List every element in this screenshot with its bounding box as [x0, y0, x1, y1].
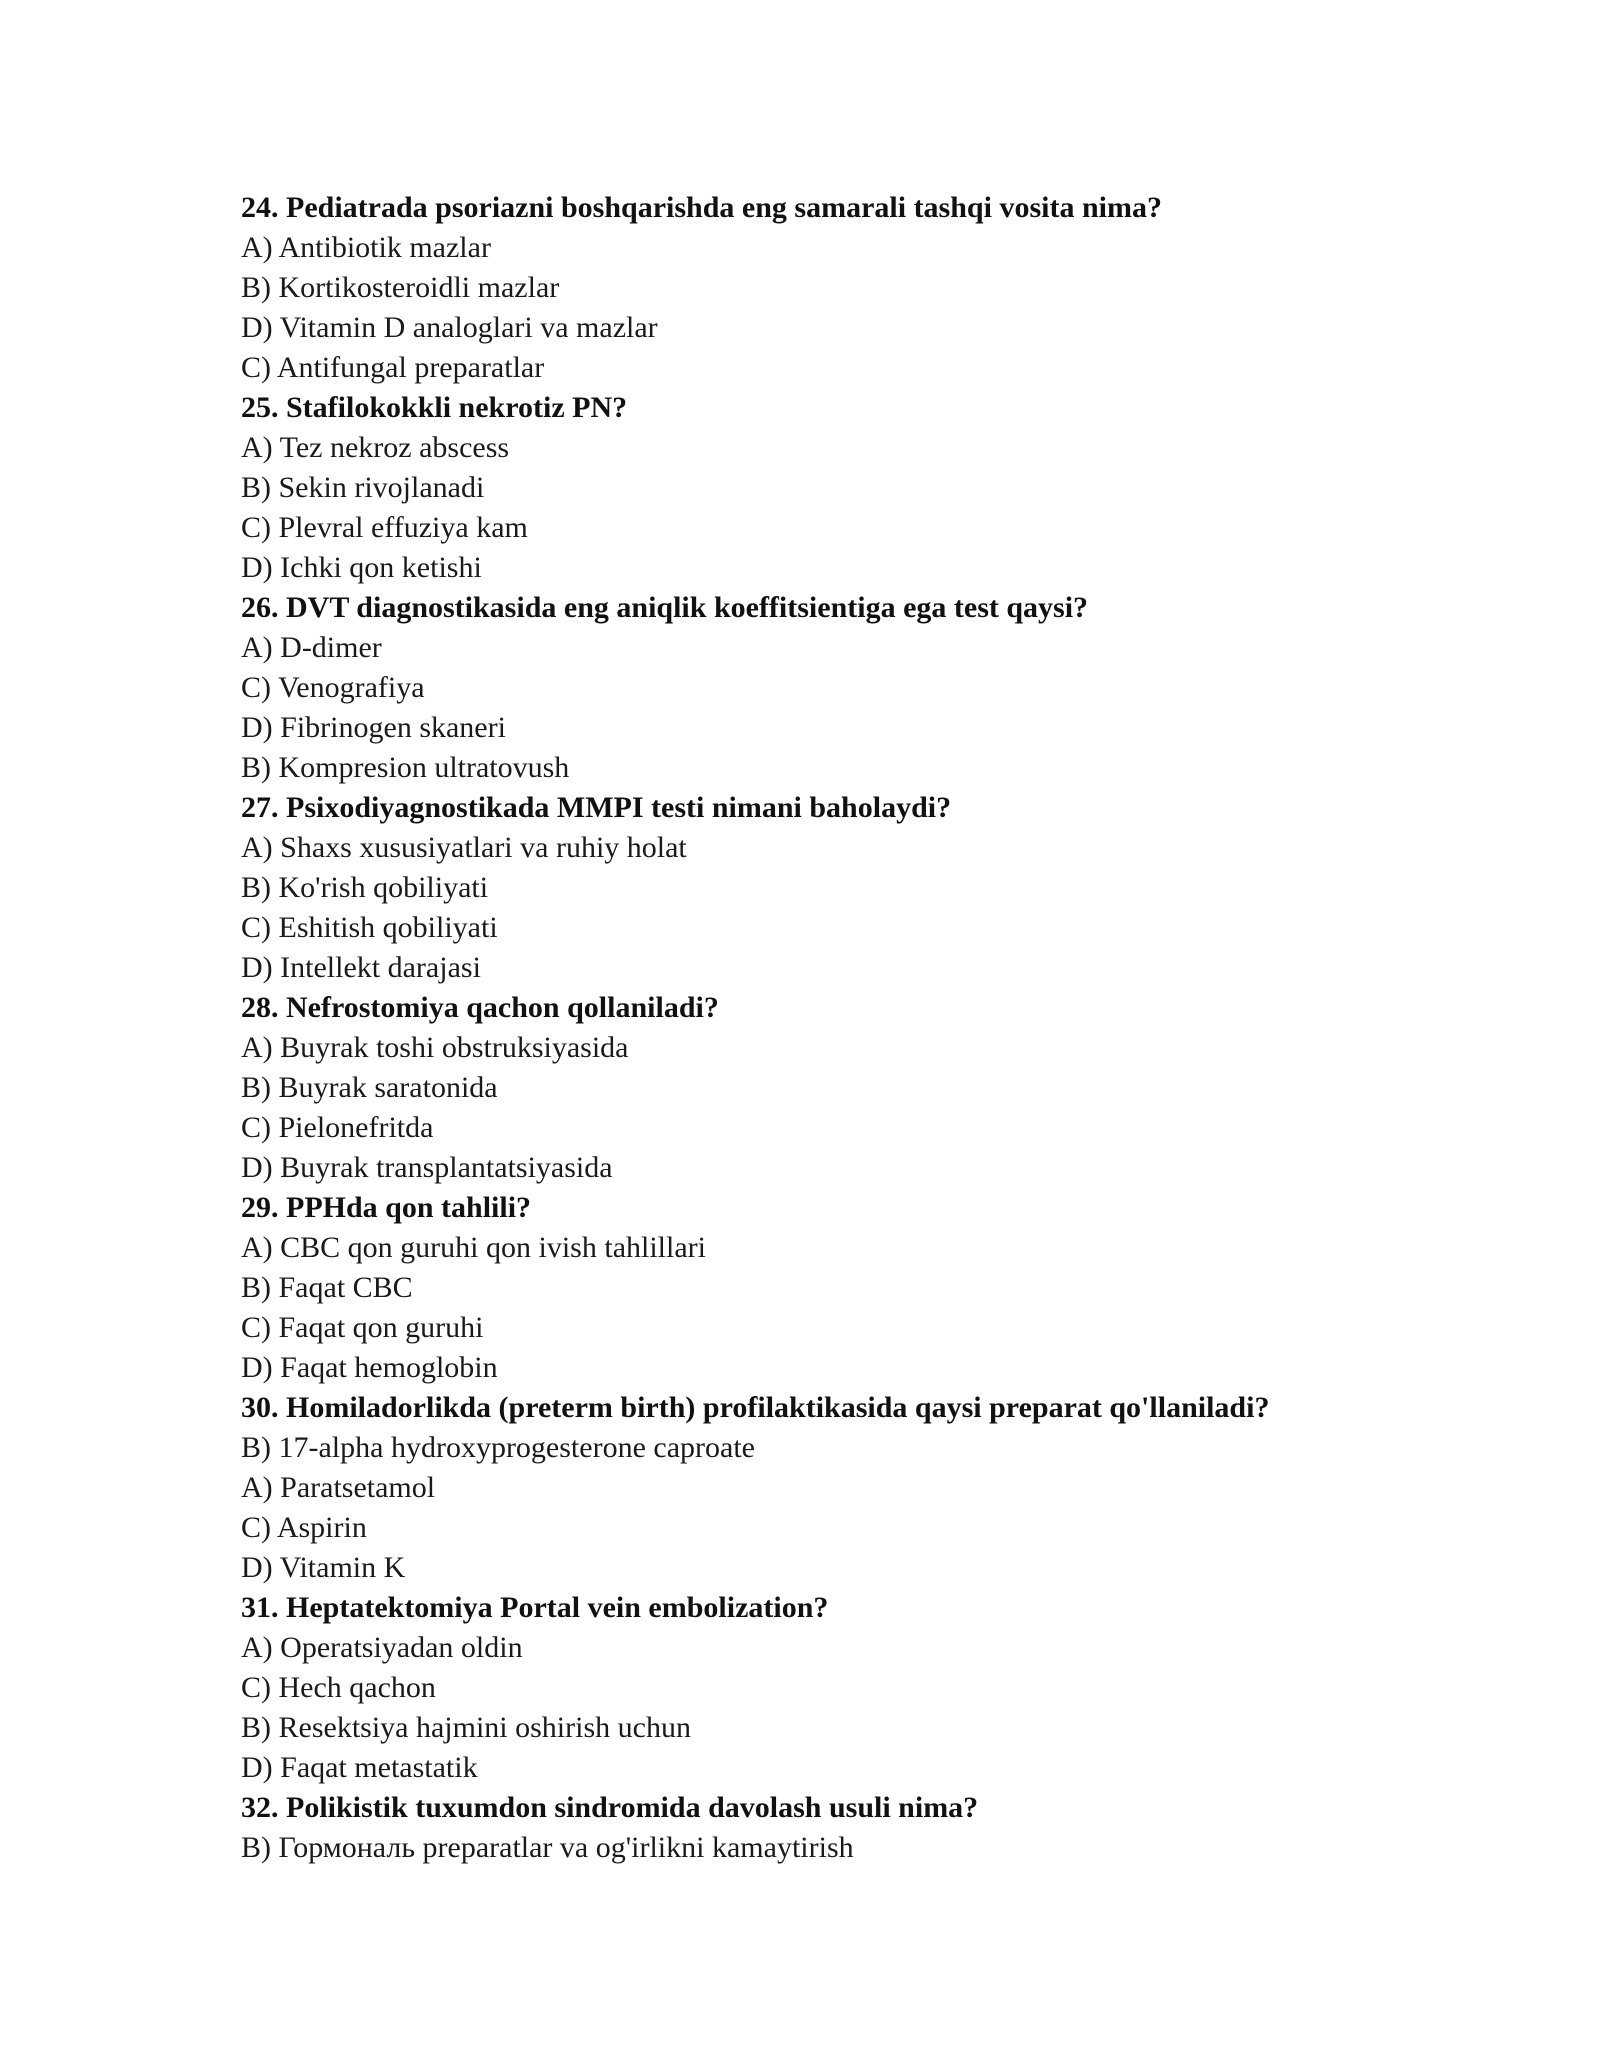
answer-option: B) Sekin rivojlanadi: [241, 471, 485, 504]
question-block: [241, 188, 1441, 388]
answer-option: B) Kortikosteroidli mazlar: [241, 271, 560, 304]
answer-option: C) Plevral effuziya kam: [241, 511, 528, 544]
answer-option: C) Hech qachon: [241, 1671, 436, 1704]
answer-option: B) Kompresion ultratovush: [241, 751, 570, 784]
question-block: [241, 988, 1441, 1188]
answer-option: D) Buyrak transplantatsiyasida: [241, 1151, 613, 1184]
answer-option: A) Antibiotik mazlar: [241, 231, 491, 264]
question-block: [241, 388, 1441, 588]
answer-option: A) Tez nekroz abscess: [241, 431, 510, 464]
question-block: [241, 1588, 1441, 1788]
answer-option: C) Faqat qon guruhi: [241, 1311, 484, 1344]
answer-option: A) Operatsiyadan oldin: [241, 1631, 523, 1664]
answer-option: D) Faqat metastatik: [241, 1751, 478, 1784]
answer-option: D) Intellekt darajasi: [241, 951, 481, 984]
answer-option: A) Buyrak toshi obstruksiyasida: [241, 1031, 629, 1064]
answer-option: B) Buyrak saratonida: [241, 1071, 498, 1104]
answer-option: D) Vitamin K: [241, 1551, 406, 1584]
answer-option: B) Resektsiya hajmini oshirish uchun: [241, 1711, 691, 1744]
answer-option: B) 17-alpha hydroxyprogesterone caproate: [241, 1431, 755, 1464]
answer-option: D) Fibrinogen skaneri: [241, 711, 506, 744]
question-title: 28. Nefrostomiya qachon qollaniladi?: [241, 991, 719, 1024]
question-block: [241, 588, 1441, 788]
answer-option: D) Faqat hemoglobin: [241, 1351, 498, 1384]
question-title: 25. Stafilokokkli nekrotiz PN?: [241, 391, 628, 424]
answer-option: C) Venografiya: [241, 671, 425, 704]
question-title: 27. Psixodiyagnostikada MMPI testi nimani baholaydi?: [241, 791, 952, 824]
answer-option: A) Paratsetamol: [241, 1471, 436, 1504]
answer-option: D) Ichki qon ketishi: [241, 551, 482, 584]
answer-option: B) Гормональ preparatlar va og'irlikni kamaytirish: [241, 1831, 854, 1864]
answer-option: A) CBC qon guruhi qon ivish tahlillari: [241, 1231, 706, 1264]
answer-option: C) Pielonefritda: [241, 1111, 434, 1144]
question-block: [241, 1788, 1441, 1868]
question-title: 30. Homiladorlikda (preterm birth) profilaktikasida qaysi preparat qo'llaniladi?: [241, 1391, 1270, 1424]
question-title: 26. DVT diagnostikasida eng aniqlik koeffitsientiga ega test qaysi?: [241, 591, 1089, 624]
question-list: [241, 188, 1441, 1868]
answer-option: C) Eshitish qobiliyati: [241, 911, 498, 944]
question-block: [241, 788, 1441, 988]
question-title: 24. Pediatrada psoriazni boshqarishda eng samarali tashqi vosita nima?: [241, 191, 1162, 224]
question-block: [241, 1188, 1441, 1388]
question-title: 31. Heptatektomiya Portal vein embolization?: [241, 1591, 829, 1624]
answer-option: A) D-dimer: [241, 631, 382, 664]
answer-option: B) Ko'rish qobiliyati: [241, 871, 489, 904]
answer-option: C) Aspirin: [241, 1511, 367, 1544]
question-title: 32. Polikistik tuxumdon sindromida davolash usuli nima?: [241, 1791, 979, 1824]
question-block: [241, 1388, 1441, 1588]
answer-option: D) Vitamin D analoglari va mazlar: [241, 311, 658, 344]
answer-option: C) Antifungal preparatlar: [241, 351, 545, 384]
question-title: 29. PPHda qon tahlili?: [241, 1191, 532, 1224]
answer-option: B) Faqat CBC: [241, 1271, 413, 1304]
answer-option: A) Shaxs xususiyatlari va ruhiy holat: [241, 831, 687, 864]
